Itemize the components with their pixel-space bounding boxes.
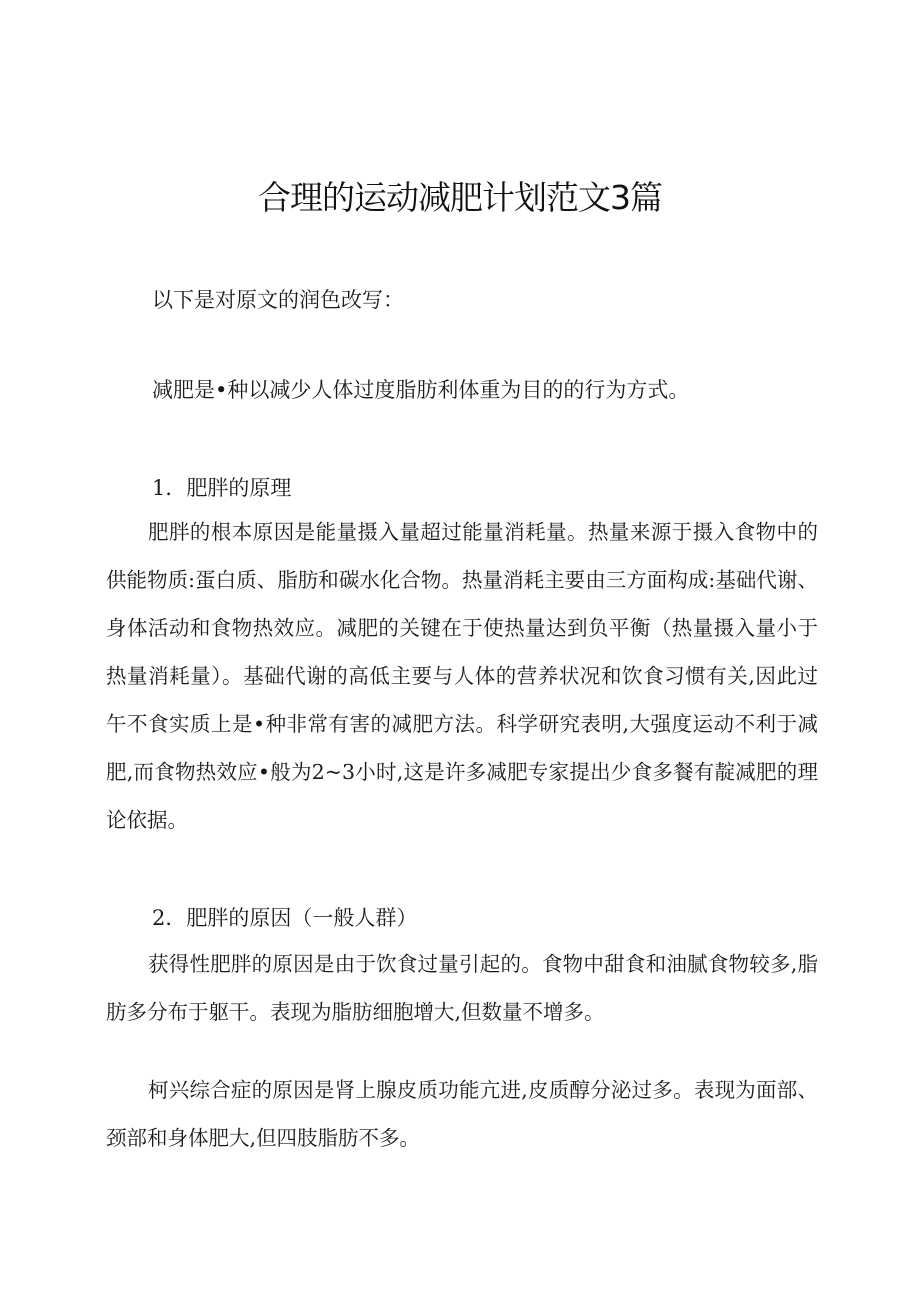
section-1-heading: 1．肥胖的原理 [152,476,292,500]
intro-line: 以下是对原文的润色改写： [152,288,404,312]
section-2-paragraph-2: 柯兴综合症的原因是肾上腺皮质功能亢进,皮质醇分泌过多。表现为面部、颈部和身体肥大,但四肢脂肪不多。 [106,1078,818,1150]
definition-line: 减肥是•种以减少人体过度脂肪利体重为目的的行为方式。 [152,378,690,402]
section-2-heading: 2．肥胖的原因（一般人群） [152,906,418,930]
section-1-paragraph: 肥胖的根本原因是能量摄入量超过能量消耗量。热量来源于摄入食物中的供能物质:蛋白质、脂肪和碳水化合物。热量消耗主要由三方面构成:基础代谢、身体活动和食物热效应。减肥的关键在于使热量达到负平衡（热量摄入量小于热量消耗量）。基础代谢的高低主要与人体的营养状况和饮食习惯有关,因此过午不食实质上是•种非常有害的减肥方法。科学研究表明,大强度运动不利于减肥,而食物热效应•般为2~3小时,这是许多减肥专家提出少食多餐有靛减肥的理论依据。 [106,520,818,832]
document-title: 合理的运动减肥计划范文3篇 [258,178,662,217]
section-2-paragraph-1: 获得性肥胖的原因是由于饮食过量引起的。食物中甜食和油腻食物较多,脂肪多分布于躯干。表现为脂肪细胞增大,但数量不增多。 [106,952,818,1024]
